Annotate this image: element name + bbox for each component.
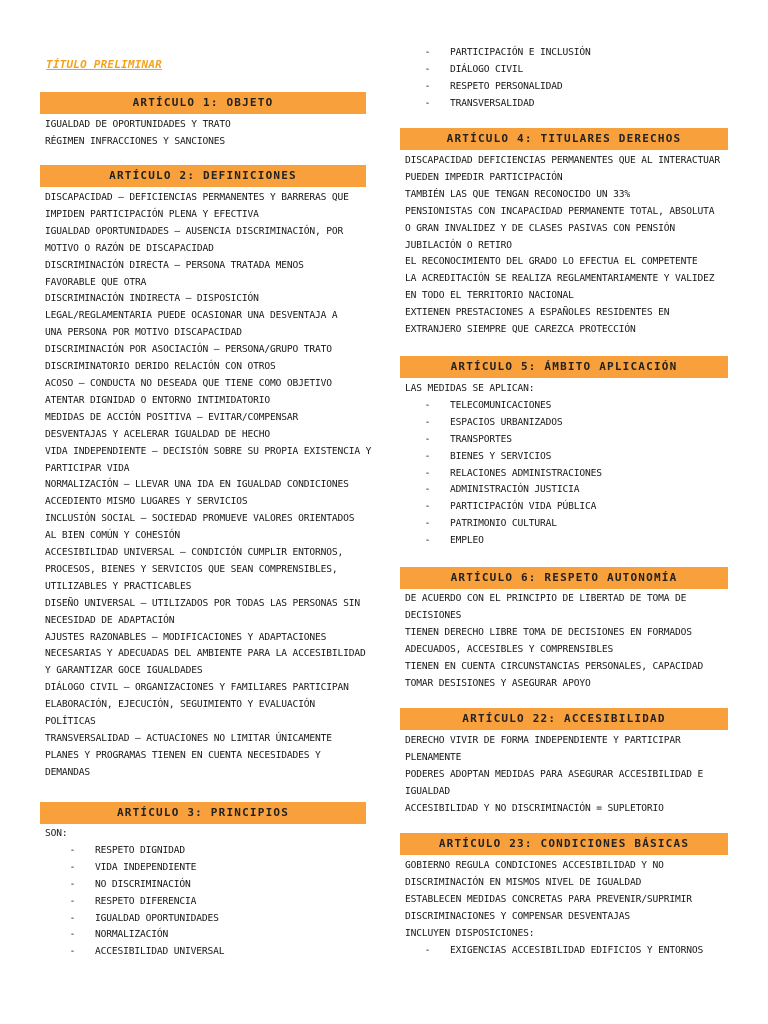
article-23-header: ARTÍCULO 23: CONDICIONES BÁSICAS [400,833,728,855]
list-item [405,499,602,516]
list-item [405,943,703,960]
text-line: DISCRIMINACIÓN POR ASOCIACIÓN – PERSONA/GRUPO TRATO [45,344,332,356]
article-1-text [45,117,231,151]
bullet-dash: - [424,80,431,92]
text-line: INCLUYEN DISPOSICIONES: [405,927,535,939]
list-item [45,944,224,961]
text-line: Y GARANTIZAR GOCE IGUALDADES [45,665,203,677]
text-line: ACOSO – CONDUCTA NO DESEADA QUE TIENE COMO OBJETIVO [45,377,332,389]
bullet-dash: - [424,416,431,428]
text-line: EL RECONOCIMIENTO DEL GRADO LO EFECTUA EL COMPETENTE [405,256,698,268]
text-line: TAMBIÉN LAS QUE TENGAN RECONOCIDO UN 33% [405,188,631,200]
bullet-dash: - [424,433,431,445]
article-5-header: ARTÍCULO 5: ÁMBITO APLICACIÓN [400,356,728,378]
list-item [405,449,602,466]
text-line: FAVORABLE QUE OTRA [45,276,147,288]
article-2-text [45,190,371,782]
list-item-label: RESPETO DIFERENCIA [95,895,197,907]
article-1-header: ARTÍCULO 1: OBJETO [40,92,366,114]
article-22-header: ARTÍCULO 22: ACCESIBILIDAD [400,708,728,730]
list-item-label: RELACIONES ADMINISTRACIONES [450,467,602,479]
article-3-text [45,826,224,961]
text-line: ATENTAR DIGNIDAD O ENTORNO INTIMIDATORIO [45,394,271,406]
text-line: PROCESOS, BIENES Y SERVICIOS QUE SEAN COMPRENSIBLES, [45,563,338,575]
bullet-dash: - [424,47,431,58]
text-line: DIÁLOGO CIVIL – ORGANIZACIONES Y FAMILIARES PARTICIPAN [45,682,349,694]
text-line: EXTIENEN PRESTACIONES A ESPAÑOLES RESIDENTES EN [405,307,670,319]
text-line: DE ACUERDO CON EL PRINCIPIO DE LIBERTAD DE TOMA DE [405,593,687,604]
bullet-dash: - [69,946,76,958]
list-item-label: TRANSVERSALIDAD [450,97,535,109]
article-23-text [405,858,703,959]
bullet-dash: - [424,450,431,462]
text-line: DISCAPACIDAD DEFICIENCIAS PERMANENTES QUE AL INTERACTUAR [405,155,721,166]
bullet-dash: - [69,895,76,907]
text-line: NECESIDAD DE ADAPTACIÓN [45,614,175,626]
list-item-label: IGUALDAD OPORTUNIDADES [95,912,219,924]
text-line: INCLUSIÓN SOCIAL – SOCIEDAD PROMUEVE VALORES ORIENTADOS [45,513,355,525]
list-item [405,466,602,483]
text-line: EN TODO EL TERRITORIO NACIONAL [405,290,574,302]
bullet-dash: - [424,501,431,513]
list-item [45,911,224,928]
text-line: TOMAR DESISIONES Y ASEGURAR APOYO [405,677,591,689]
article-3-header: ARTÍCULO 3: PRINCIPIOS [40,802,366,824]
text-line: ESTABLECEN MEDIDAS CONCRETAS PARA PREVENIR/SUPRIMIR [405,893,692,905]
list-intro: SON: [45,828,68,839]
list-item [45,843,224,860]
bullet-dash: - [69,878,76,890]
list-item [405,415,602,432]
bullet-dash: - [424,63,431,75]
text-line: TRANSVERSALIDAD – ACTUACIONES NO LIMITAR ÚNICAMENTE [45,733,332,744]
text-line: AJUSTES RAZONABLES – MODIFICACIONES Y ADAPTACIONES [45,631,327,643]
list-item [45,877,224,894]
text-line: LEGAL/REGLAMENTARIA PUEDE OCASIONAR UNA DESVENTAJA A [45,310,338,322]
list-item-label: NORMALIZACIÓN [95,929,169,941]
text-line: PLENAMENTE [405,751,462,763]
bullet-dash: - [424,484,431,496]
text-line: PARTICIPAR VIDA [45,462,130,474]
text-line: PENSIONISTAS CON INCAPACIDAD PERMANENTE TOTAL, ABSOLUTA [405,205,715,217]
text-line: DISCRIMINACIÓN EN MISMOS NIVEL DE IGUALDAD [405,876,642,888]
list-item-label: ACCESIBILIDAD UNIVERSAL [95,946,225,958]
list-item [405,79,591,96]
bullet-dash: - [424,399,431,411]
text-line: DISEÑO UNIVERSAL – UTILIZADOS POR TODAS LAS PERSONAS SIN [45,597,361,609]
list-item-label: PARTICIPACIÓN VIDA PÚBLICA [450,501,597,513]
list-item [405,516,602,533]
list-item [405,62,591,79]
text-line: DISCRIMINATORIO DERIDO RELACIÓN CON OTROS [45,361,276,373]
list-item-label: ESPACIOS URBANIZADOS [450,416,563,428]
text-line: DISCRIMINACIONES Y COMPENSAR DESVENTAJAS [405,910,631,922]
article-22-text [405,733,703,818]
article-5-text [405,381,602,550]
list-intro: LAS MEDIDAS SE APLICAN: [405,383,535,394]
text-line: UNA PERSONA POR MOTIVO DISCAPACIDAD [45,327,242,339]
text-line: DISCAPACIDAD – DEFICIENCIAS PERMANENTES Y BARRERAS QUE [45,192,349,203]
list-item-label: BIENES Y SERVICIOS [450,450,552,462]
article-4-header: ARTÍCULO 4: TITULARES DERECHOS [400,128,728,150]
text-line: TIENEN DERECHO LIBRE TOMA DE DECISIONES EN FORMADOS [405,626,692,638]
text-line: DEMANDAS [45,766,91,778]
text-line: DISCRIMINACIÓN INDIRECTA – DISPOSICIÓN [45,293,259,305]
list-item [405,45,591,62]
text-line: POLÍTICAS [45,716,96,728]
bullet-dash: - [424,467,431,479]
list-item [45,894,224,911]
text-line: ELABORACIÓN, EJECUCIÓN, SEGUIMIENTO Y EVALUACIÓN [45,699,316,711]
text-line: PODERES ADOPTAN MEDIDAS PARA ASEGURAR ACCESIBILIDAD E [405,768,704,780]
text-line: EXTRANJERO SIEMPRE QUE CAREZCA PROTECCIÓN [405,324,636,336]
text-line: PUEDEN IMPEDIR PARTICIPACIÓN [405,171,563,183]
list-item [405,432,602,449]
list-item-label: EMPLEO [450,535,484,547]
article-2-header: ARTÍCULO 2: DEFINICIONES [40,165,366,187]
list-item [405,96,591,113]
list-item-label: PATRIMONIO CULTURAL [450,518,557,530]
document-title: TÍTULO PRELIMINAR [46,58,162,71]
text-line: ADECUADOS, ACCESIBLES Y COMPRENSIBLES [405,643,614,655]
list-item-label: TELECOMUNICACIONES [450,399,552,411]
list-item-label: PARTICIPACIÓN E INCLUSIÓN [450,47,591,58]
text-line: IGUALDAD [405,785,451,797]
bullet-dash: - [69,844,76,856]
text-line: LA ACREDITACIÓN SE REALIZA REGLAMENTARIAMENTE Y VALIDEZ [405,273,715,285]
article-6-text [405,591,703,692]
text-line: ACCEDIENTO MISMO LUGARES Y SERVICIOS [45,496,248,508]
text-line: ACCESIBILIDAD UNIVERSAL – CONDICIÓN CUMPLIR ENTORNOS, [45,547,344,559]
text-line: IGUALDAD DE OPORTUNIDADES Y TRATO [45,119,231,130]
article-3-list-continued [405,45,591,113]
text-line: MEDIDAS DE ACCIÓN POSITIVA – EVITAR/COMPENSAR [45,411,299,423]
bullet-dash: - [424,535,431,547]
text-line: DERECHO VIVIR DE FORMA INDEPENDIENTE Y PARTICIPAR [405,735,681,746]
text-line: DISCRIMINACIÓN DIRECTA – PERSONA TRATADA MENOS [45,259,304,271]
list-item-label: TRANSPORTES [450,433,512,445]
list-item-label: NO DISCRIMINACIÓN [95,878,191,890]
list-item-label: RESPETO PERSONALIDAD [450,80,563,92]
bullet-dash: - [69,912,76,924]
text-line: NECESARIAS Y ADECUADAS DEL AMBIENTE PARA LA ACCESIBILIDAD [45,648,366,660]
text-line: DESVENTAJAS Y ACELERAR IGUALDAD DE HECHO [45,428,271,440]
text-line: VIDA INDEPENDIENTE – DECISIÓN SOBRE SU PROPIA EXISTENCIA Y [45,445,372,457]
list-item [405,398,602,415]
text-line: NORMALIZACIÓN – LLEVAR UNA IDA EN IGUALDAD CONDICIONES [45,479,349,491]
text-line: MOTIVO O RAZÓN DE DISCAPACIDAD [45,242,214,254]
text-line: TIENEN EN CUENTA CIRCUNSTANCIAS PERSONALES, CAPACIDAD [405,660,704,672]
text-line: DECISIONES [405,609,462,621]
bullet-dash: - [424,944,431,956]
text-line: GOBIERNO REGULA CONDICIONES ACCESIBILIDAD Y NO [405,860,664,871]
text-line: RÉGIMEN INFRACCIONES Y SANCIONES [45,135,226,147]
bullet-dash: - [424,518,431,530]
list-item [405,482,602,499]
article-6-header: ARTÍCULO 6: RESPETO AUTONOMÍA [400,567,728,589]
list-item-label: DIÁLOGO CIVIL [450,63,524,75]
list-item-label: RESPETO DIGNIDAD [95,844,186,856]
text-line: O GRAN INVALIDEZ Y DE CLASES PASIVAS CON PENSIÓN [405,222,676,234]
bullet-dash: - [69,929,76,941]
text-line: AL BIEN COMÚN Y COHESIÓN [45,530,181,542]
bullet-dash: - [424,97,431,109]
list-item [405,533,602,550]
list-item-label: EXIGENCIAS ACCESIBILIDAD EDIFICIOS Y ENTORNOS [450,944,704,956]
list-item [45,860,224,877]
bullet-dash: - [69,861,76,873]
list-item [45,927,224,944]
text-line: PLANES Y PROGRAMAS TIENEN EN CUENTA NECESIDADES Y [45,749,321,761]
text-line: JUBILACIÓN O RETIRO [405,239,512,251]
text-line: IGUALDAD OPORTUNIDADES – AUSENCIA DISCRIMINACIÓN, POR [45,225,344,237]
list-item-label: ADMINISTRACIÓN JUSTICIA [450,484,580,496]
text-line: UTILIZABLES Y PRACTICABLES [45,580,192,592]
article-4-text [405,153,720,339]
text-line: ACCESIBILIDAD Y NO DISCRIMINACIÓN = SUPLETORIO [405,802,664,814]
text-line: IMPIDEN PARTICIPACIÓN PLENA Y EFECTIVA [45,208,259,220]
list-item-label: VIDA INDEPENDIENTE [95,861,197,873]
